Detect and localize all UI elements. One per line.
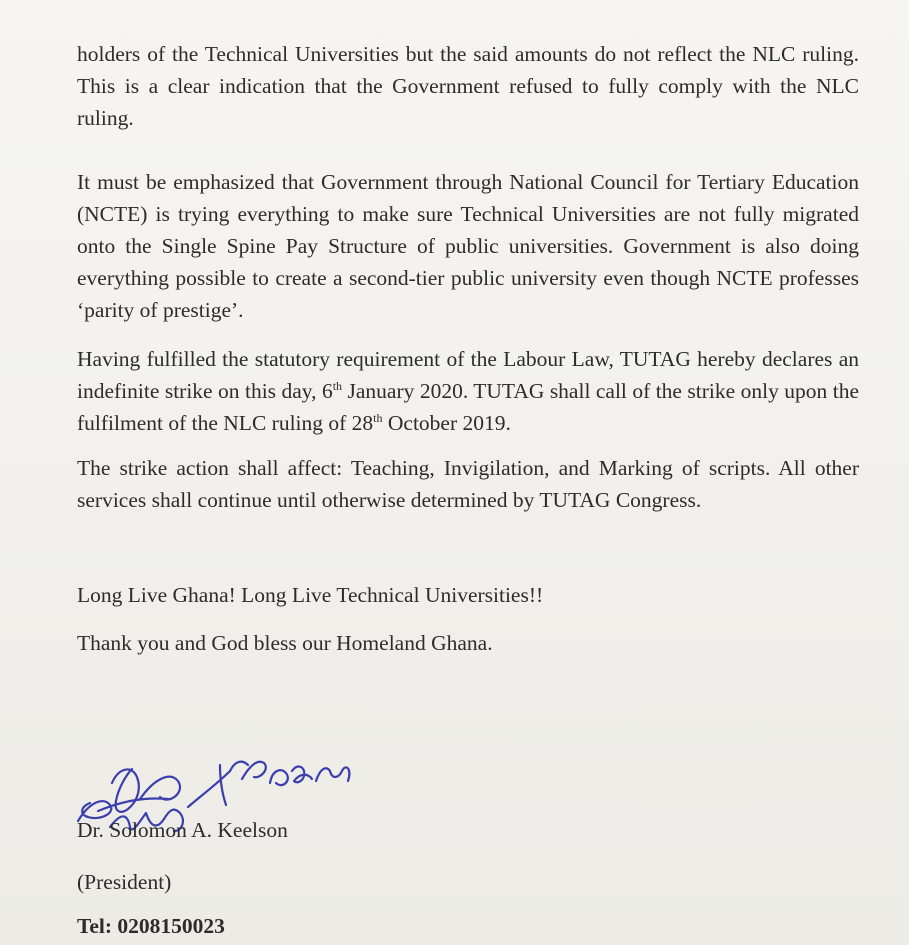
superscript-th-1: th — [332, 378, 343, 393]
paragraph-strike-declaration — [77, 343, 859, 439]
signatory-phone: Tel: 0208150023 — [77, 914, 225, 938]
paragraph-ncte-migration: It must be emphasized that Government through National Council for Tertiary Education (NCTE) is trying everything to make sure Technical Universities are not fully migrated onto the Single Spine Pay Structure of public universities. Government is also doing everything possible to create a second-tier public university even though NCTE professes ‘parity of prestige’. — [77, 170, 859, 322]
strike-text-part2: January 2020. TUTAG shall call of the strike only upon the fulfilment of the NLC ruling of 28 — [77, 379, 859, 435]
signatory-name: Dr. Solomon A. Keelson — [77, 818, 288, 842]
paragraph-nlc-ruling: holders of the Technical Universities but the said amounts do not reflect the NLC ruling. This is a clear indication that the Government refused to fully comply with the NLC ruling. — [77, 42, 859, 130]
strike-text-part3: October 2019. — [382, 411, 511, 435]
superscript-th-2: th — [373, 410, 383, 425]
closing-thanks: Thank you and God bless our Homeland Ghana. — [77, 631, 493, 655]
signatory-title: (President) — [77, 870, 172, 894]
strike-text-part1: Having fulfilled the statutory requirement of the Labour Law, TUTAG hereby declares an indefinite strike on this day, 6 — [77, 347, 859, 403]
closing-slogan: Long Live Ghana! Long Live Technical Universities!! — [77, 583, 544, 607]
paragraph-strike-scope: The strike action shall affect: Teaching, Invigilation, and Marking of scripts. All other services shall continue until otherwise determined by TUTAG Congress. — [77, 456, 859, 512]
